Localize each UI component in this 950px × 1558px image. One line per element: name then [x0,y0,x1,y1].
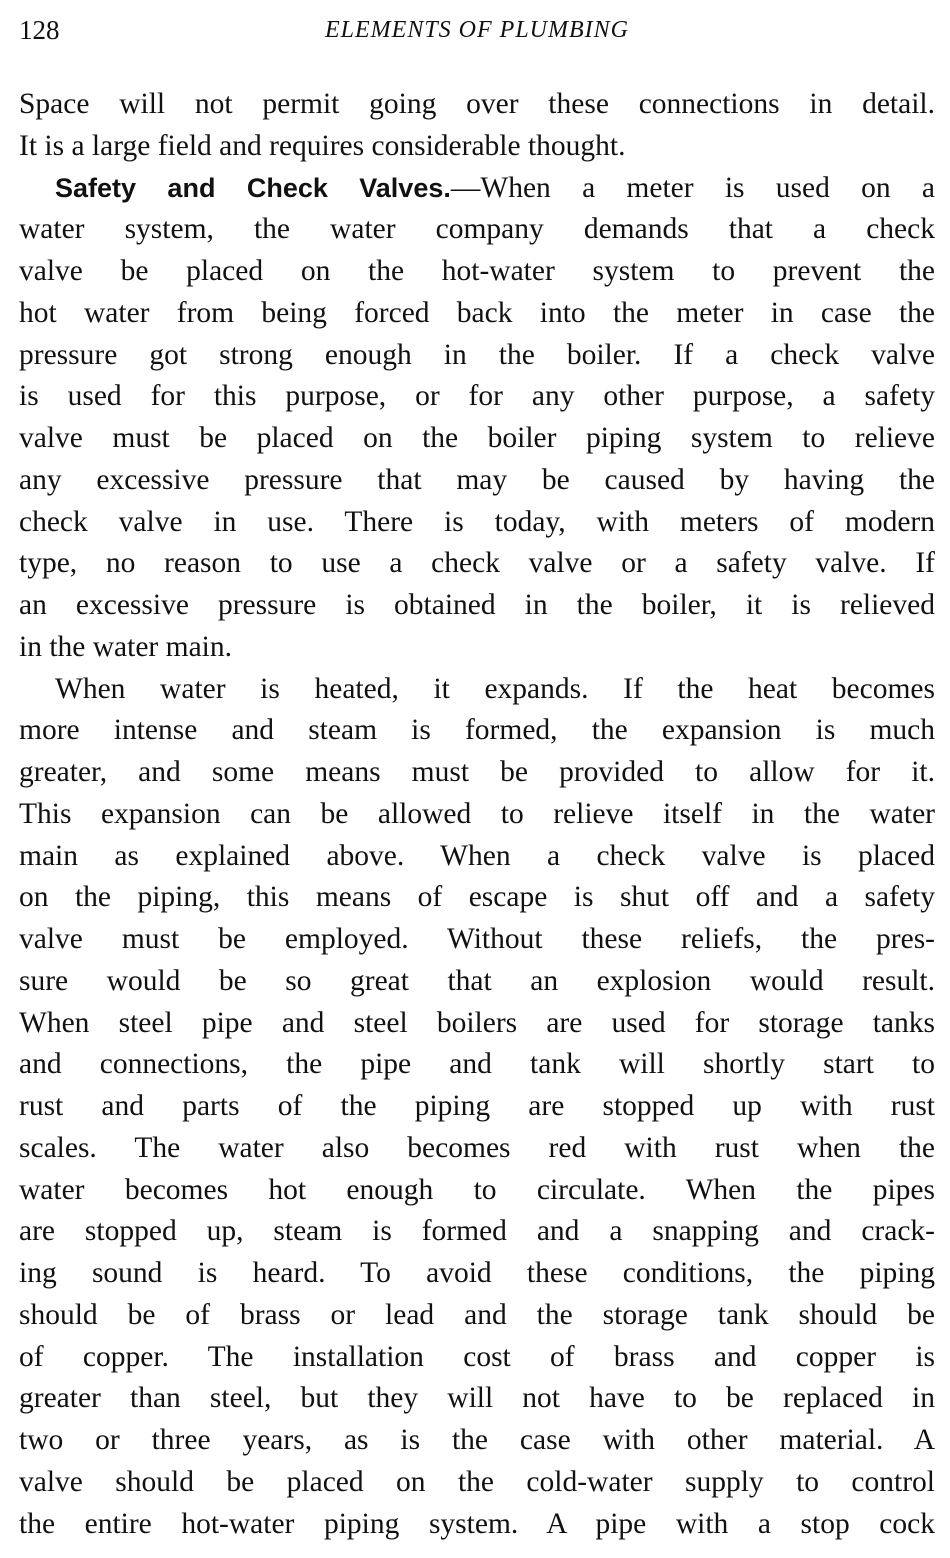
text-line: valve must be employed. Without these reliefs, the pres- [19,923,935,955]
text-line: scales. The water also becomes red with rust when the [19,1131,935,1164]
text-line: It is a large field and requires considerable thought. [19,129,626,162]
text-line: water system, the water company demands that a check [19,213,935,246]
text-line: any excessive pressure that may be caused by having the [19,463,935,496]
text-line: valve should be placed on the cold-water supply to control [19,1465,935,1498]
page-body [19,84,935,1545]
text-line: in the water main. [19,630,232,663]
text-line: greater than steel, but they will not have to be replaced in [19,1382,935,1415]
text-line [19,168,935,210]
text-line: rust and parts of the piping are stopped up with rust [19,1090,935,1122]
text-line: on the piping, this means of escape is shut off and a safety [19,881,935,914]
text-line: more intense and steam is formed, the expansion is much [19,714,935,747]
text-line: two or three years, as is the case with other material. A [19,1424,935,1456]
text-line: valve must be placed on the boiler piping system to relieve [19,422,935,454]
text-line: pressure got strong enough in the boiler. If a check valve [19,338,935,371]
text-line: sure would be so great that an explosion would result. [19,964,935,997]
paragraph-safety-check-valves [19,168,935,669]
text-line: of copper. The installation cost of brass and copper is [19,1340,935,1373]
text-line: are stopped up, steam is formed and a snapping and crack- [19,1215,935,1248]
text-line: and connections, the pipe and tank will shortly start to [19,1048,935,1081]
text-line: When steel pipe and steel boilers are used for storage tanks [19,1006,935,1039]
text-line: greater, and some means must be provided to allow for it. [19,756,935,788]
text-line: an excessive pressure is obtained in the boiler, it is relieved [19,589,935,621]
text-line: check valve in use. There is today, with meters of modern [19,505,935,538]
text-line: type, no reason to use a check valve or a safety valve. If [19,547,935,580]
text-line-run: —When a meter is used on a [450,171,935,204]
page-number: 128 [19,15,60,45]
text-line: Space will not permit going over these connections in detail. [19,88,935,120]
page-header [19,10,935,50]
text-line: hot water from being forced back into the meter in case the [19,296,935,329]
text-line: When water is heated, it expands. If the heat becomes [55,672,935,705]
text-line: the entire hot-water piping system. A pipe with a stop cock [19,1507,935,1540]
paragraph-connections [19,84,935,168]
text-line: water becomes hot enough to circulate. When the pipes [19,1173,935,1206]
section-heading: Safety and Check Valves. [55,172,451,203]
text-line: should be of brass or lead and the storage tank should be [19,1298,935,1331]
text-line: ing sound is heard. To avoid these conditions, the piping [19,1257,935,1289]
text-line: main as explained above. When a check valve is placed [19,839,935,872]
text-line: is used for this purpose, or for any other purpose, a safety [19,380,935,413]
text-line: This expansion can be allowed to relieve itself in the water [19,797,935,830]
running-title: ELEMENTS OF PLUMBING [325,17,629,43]
text-line: valve be placed on the hot-water system to prevent the [19,255,935,287]
paragraph-water-expansion [19,669,935,1546]
book-page [19,10,935,1545]
